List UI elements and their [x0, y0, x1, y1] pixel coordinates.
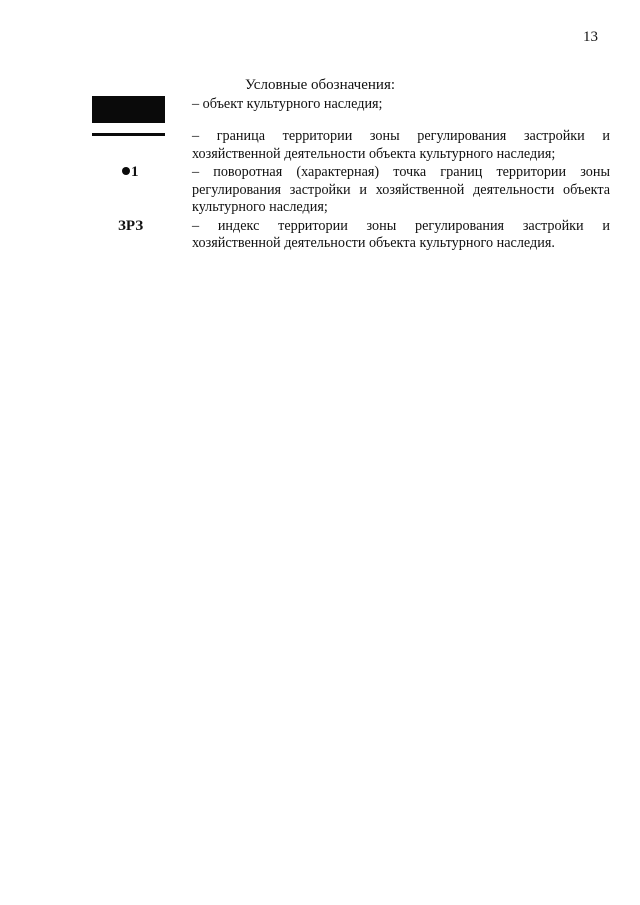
legend-symbol-heritage-object: [92, 96, 192, 126]
legend-description-zone-border: – граница территории зоны регулирования застройки и хозяйственной деятельности объекта культурного наследия;: [192, 128, 610, 162]
legend-symbol-turning-point: [92, 164, 192, 216]
legend-item-zone-border: [92, 128, 610, 163]
legend-item-heritage-object: [92, 96, 610, 126]
turning-point-number: 1: [131, 164, 139, 180]
turning-point-dot-icon: [122, 167, 130, 175]
legend-symbol-zone-border: [92, 128, 192, 162]
legend-description-heritage-object: – объект культурного наследия;: [192, 96, 383, 112]
legend-item-turning-point: [92, 164, 610, 217]
legend-item-zone-index: [92, 218, 610, 254]
legend-symbol-zone-index: [92, 218, 192, 254]
border-line-icon: [92, 133, 165, 136]
legend-title: Условные обозначения:: [244, 77, 396, 93]
legend-description-zone-index: – индекс территории зоны регулирования застройки и хозяйственной деятельности объекта культурного наследия.: [192, 217, 610, 251]
turning-point-symbol: [122, 164, 139, 182]
heritage-object-fill-icon: [92, 96, 165, 123]
legend: [92, 96, 610, 255]
zone-index-label: ЗРЗ: [118, 217, 144, 234]
page-number: 13: [583, 29, 598, 45]
legend-description-turning-point: – поворотная (характерная) точка границ территории зоны регулирования застройки и хозяйственной деятельности объекта культурного наследия;: [192, 164, 610, 215]
